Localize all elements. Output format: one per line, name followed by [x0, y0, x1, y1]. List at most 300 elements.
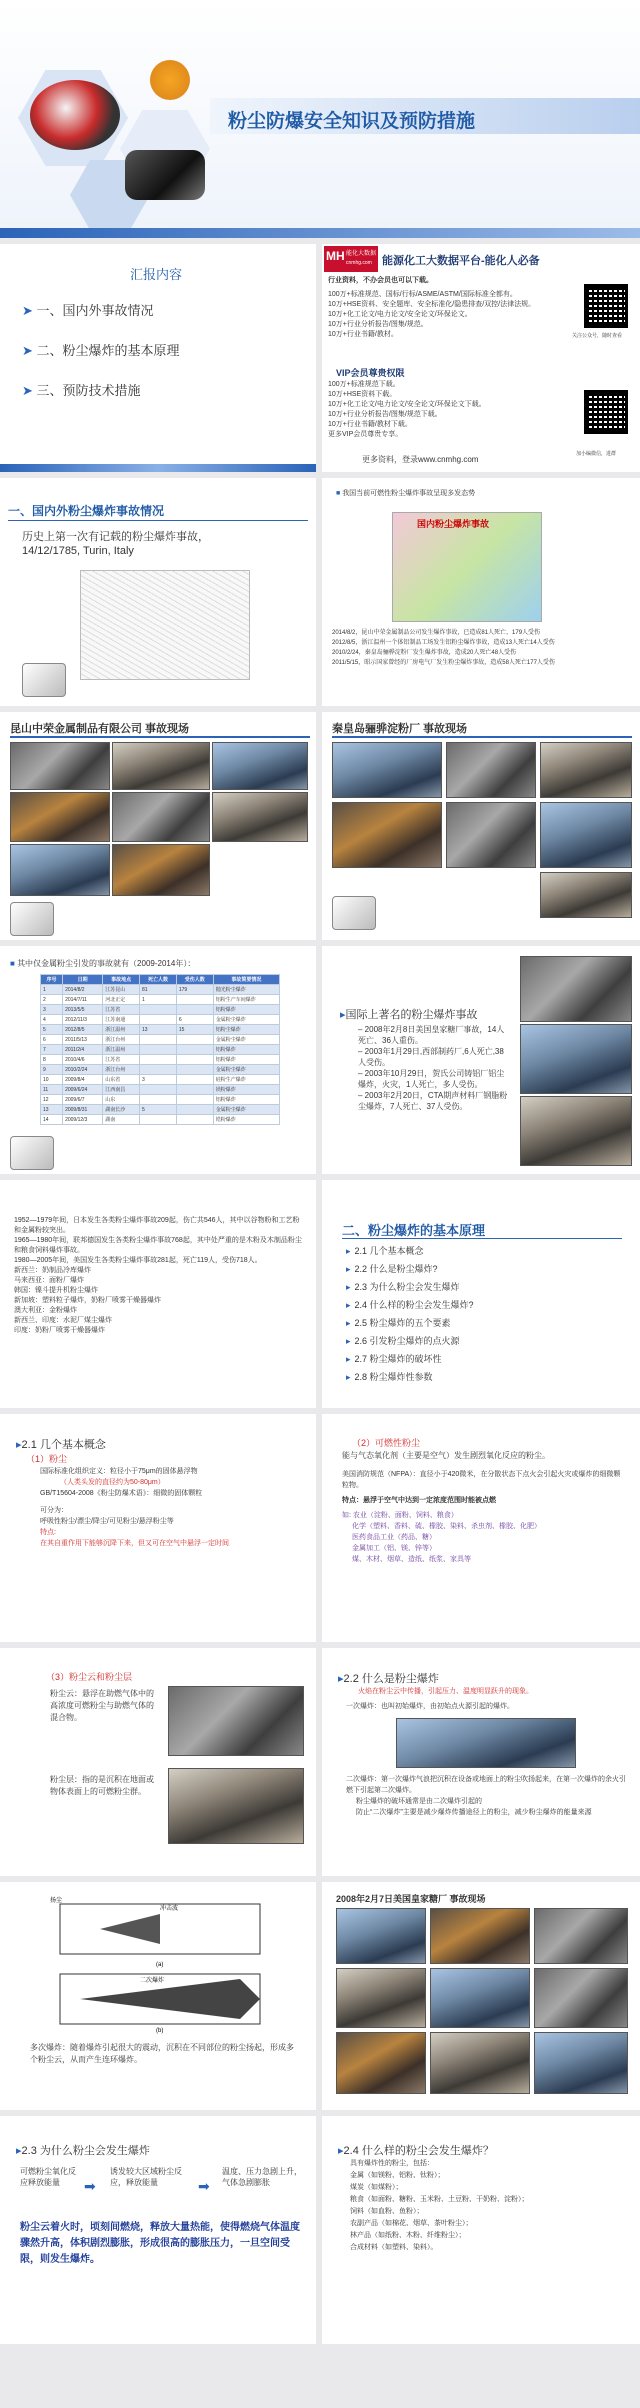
diagram-svg	[40, 1894, 280, 2034]
accident-photo	[520, 1024, 632, 1094]
table-cell: 金属粉尘爆炸	[213, 1015, 279, 1025]
arrow-icon: ▸	[338, 1673, 344, 1685]
slide-heading: ■ 我国当前可燃性粉尘爆炸事故呈现多发态势	[336, 490, 476, 497]
dust-cloud-photo	[168, 1686, 304, 1756]
slide-title: 秦皇岛骊骅淀粉厂 事故现场	[332, 723, 468, 735]
table-cell: 金属粉尘爆炸	[213, 1105, 279, 1115]
slide-section-two	[322, 1180, 640, 1408]
cover-slide	[0, 0, 640, 238]
table-cell: 2014/8/2	[63, 985, 103, 995]
arrow-icon: ▸	[16, 1439, 22, 1451]
product-image	[125, 150, 205, 200]
ad-vip-list	[328, 380, 568, 440]
text-line: 美国消防规范（NFPA）：直径小于420微米，在分散状态下点火会引起火灾或爆炸的细微颗粒物。	[342, 1471, 621, 1489]
flow-arrow-icon: ➡	[198, 2178, 210, 2194]
table-cell: 1	[140, 995, 177, 1005]
slide-multi-explosion	[0, 1882, 316, 2110]
accident-photo	[430, 1968, 530, 2028]
accident-photo	[10, 792, 110, 842]
table-row	[41, 1085, 280, 1095]
vip-item: 10万+行业书籍/教材下载。	[328, 421, 412, 428]
text-line: 能与气态氧化剂（主要是空气）发生剧烈氧化反应的粉尘。	[342, 1451, 550, 1460]
ad-list	[328, 290, 568, 340]
table-cell	[140, 1035, 177, 1045]
table-cell	[140, 1115, 177, 1125]
shock-wave	[100, 1914, 160, 1944]
table-cell: 81	[140, 985, 177, 995]
text-line: 如: 农业（淀粉、面粉、饲料、粮食）	[342, 1512, 458, 1519]
text-line: 火焰在粉尘云中传播，引起压力、温度明显跃升的现象。	[358, 1688, 533, 1695]
ad-vip-title: VIP会员尊贵权限	[336, 368, 405, 378]
accident-photo	[10, 742, 110, 790]
intl-item: – 2003年2月20日，CTA期声材料厂钢脂粉尘爆炸，7人死亡、37人受伤。	[358, 1091, 508, 1111]
table-cell: 2009/8/31	[63, 1105, 103, 1115]
accident-table	[40, 974, 280, 1125]
vip-item: 100万+标准规范下载。	[328, 381, 400, 388]
qr-caption: 关注公众号，随时查看	[572, 333, 623, 339]
square-icon: ■	[10, 959, 18, 968]
text-line: 特点:	[40, 1529, 56, 1536]
slide-which-dust	[322, 2116, 640, 2344]
table-header-row	[41, 975, 280, 985]
concept-text	[40, 1466, 300, 1549]
table-cell	[176, 1055, 213, 1065]
table-cell: 江苏省	[103, 1055, 140, 1065]
title-underline	[8, 520, 308, 521]
title-underline	[10, 736, 310, 738]
table-row	[41, 1055, 280, 1065]
slide-international	[322, 946, 640, 1174]
text-line: 呼吸性粉尘/漂尘/降尘/可见粉尘/悬浮粉尘等	[40, 1518, 174, 1525]
slide-what-is-explosion	[322, 1648, 640, 1876]
accident-photo	[540, 802, 632, 868]
table-cell: 14	[41, 1115, 63, 1125]
slide-heading: ■ 其中仅金属粉尘引发的事故就有（2009-2014年）：	[10, 959, 196, 968]
table-cell: 2013/5/5	[63, 1005, 103, 1015]
table-cell: 2012/8/5	[63, 1025, 103, 1035]
table-row	[41, 1025, 280, 1035]
table-cell: 2012/11/3	[63, 1015, 103, 1025]
table-cell: 2009/12/3	[63, 1115, 103, 1125]
dust-item: 林产品（如纸粉、木粉、纤维粉尘）；	[350, 2232, 466, 2239]
text-line: 金属加工（铝、镁、锌等）	[352, 1545, 436, 1552]
accident-photo	[540, 872, 632, 918]
combustible-text	[342, 1450, 622, 1565]
why-text: 粉尘云着火时，顷刻间燃烧，释放大量热能，使得燃烧气体温度骤然升高，体积剧烈膨胀，形成很高的膨胀压力，一旦空间受限，则发生爆炸。	[20, 2222, 300, 2265]
product-image	[150, 60, 190, 100]
ad-list-item: 10万+行业书籍/教材。	[328, 331, 398, 338]
table-cell	[176, 1035, 213, 1045]
stat-item: 1965—1980年间，联邦德国发生各类粉尘爆炸事故768起，其中处严重的是木粉及木制品粉尘和粮食饲料爆炸事故。	[14, 1237, 302, 1254]
vip-item: 更多VIP会员尊贵专享。	[328, 431, 403, 438]
table-row	[41, 1065, 280, 1075]
slide-sugar-refinery	[322, 1882, 640, 2110]
slide-title: ▸2.1 几个基本概念	[16, 1439, 106, 1451]
text-line: 可分为：	[40, 1507, 68, 1514]
text-line: （人类头发的直径约为50-80μm）	[60, 1479, 165, 1486]
table-cell: 9	[41, 1065, 63, 1075]
accident-photo	[112, 742, 210, 790]
text-line: 粉尘爆炸的破坏通常是由二次爆炸引起的	[356, 1798, 482, 1805]
text-line: 化学（塑料、香料、硫、橡胶、染料、杀虫剂、橡胶、化肥）	[352, 1523, 541, 1530]
dust-item: 饲料（如血粉、鱼粉）；	[350, 2208, 424, 2215]
accident-photo	[336, 1968, 426, 2028]
table-cell: 锆粉爆炸	[213, 1115, 279, 1125]
table-cell: 15	[176, 1025, 213, 1035]
table-cell: 铝粉爆炸	[213, 1005, 279, 1015]
intl-item: – 2003年10月29日，贺氏公司铸铝厂铝尘爆炸，火灾，1人死亡，多人受伤。	[358, 1069, 505, 1089]
accident-photo	[10, 844, 110, 896]
diagram-label: 扬尘	[50, 1898, 63, 1904]
table-cell: 179	[176, 985, 213, 995]
section-item: ▸ 2.6 引发粉尘爆炸的点火源	[346, 1332, 474, 1350]
intl-item: – 2003年1月29日,西部制药厂,6人死亡,38人受伤。	[358, 1047, 504, 1067]
text-line: 特点：悬浮于空气中达到一定浓度范围时能被点燃	[342, 1497, 496, 1504]
accident-photo	[336, 2032, 426, 2094]
flow-box: 诱发较大区域粉尘反应，释放能量	[110, 2167, 182, 2187]
table-cell: 硅粉生产爆炸	[213, 1075, 279, 1085]
slide-title: 一、国内外粉尘爆炸事故情况	[8, 504, 165, 518]
table-cell: 13	[140, 1025, 177, 1035]
table-row	[41, 1075, 280, 1085]
table-cell: 2	[41, 995, 63, 1005]
text-line: 在其自重作用下能够沉降下来，但又可在空气中悬浮一定时间	[40, 1540, 229, 1547]
arrow-icon: ▸	[338, 2145, 344, 2157]
accident-photo	[540, 742, 632, 798]
diagram-label: (b)	[156, 2028, 164, 2034]
table-cell: 2009/6/7	[63, 1095, 103, 1105]
ad-list-item: 10万+行业分析报告/图集/规范。	[328, 321, 428, 328]
table-cell: 2009/8/4	[63, 1075, 103, 1085]
contents-item	[22, 300, 154, 319]
table-row	[41, 1115, 280, 1125]
table-cell: 铝粉生产车间爆炸	[213, 995, 279, 1005]
section-item: ▸ 2.4 什么样的粉尘会发生爆炸?	[346, 1296, 474, 1314]
event-item: 2014/8/2，昆山中荣金属制品公司发生爆炸事故，已造成81人死亡、179人受伤	[332, 630, 541, 636]
stat-item: 澳大利亚：金粉爆炸	[14, 1307, 77, 1314]
ad-logo: 能化大数据	[346, 251, 377, 257]
vip-item: 10万+HSE资料下载。	[328, 391, 397, 398]
ad-footer-link[interactable]: 更多资料，登录www.cnmhg.com	[362, 455, 479, 464]
table-cell: 10	[41, 1075, 63, 1085]
contents-item-label: 一、国内外事故情况	[36, 303, 154, 318]
table-cell: 4	[41, 1015, 63, 1025]
slide-qinhuangdao-site	[322, 712, 640, 940]
col-header: 受伤人数	[176, 975, 213, 985]
table-cell	[140, 1065, 177, 1075]
table-cell: 湖南长沙	[103, 1105, 140, 1115]
ad-banner: 能源化工大数据平台-能化人必备	[382, 255, 540, 267]
event-item: 2012/8/5，浙江温州一个体铝制品工场发生铝粉尘爆炸事故，造成13人死亡14人受伤	[332, 640, 555, 646]
col-header: 事故简要情况	[213, 975, 279, 985]
contents-item-label: 三、预防技术措施	[36, 383, 141, 398]
slide-title: ▸2.3 为什么粉尘会发生爆炸	[16, 2145, 150, 2157]
logo-mark: MH	[326, 249, 345, 263]
table-cell	[140, 1005, 177, 1015]
slide-title: ▸2.2 什么是粉尘爆炸	[338, 1673, 439, 1685]
accident-photo	[332, 802, 442, 868]
table-cell	[140, 1085, 177, 1095]
cover-title: 粉尘防爆安全知识及预防措施	[228, 111, 476, 132]
col-header: 事故地点	[103, 975, 140, 985]
table-cell	[176, 1045, 213, 1055]
ad-list-item: 10万+化工论文/电力论文/安全论文/环保论文。	[328, 311, 472, 318]
text-line: GB/T15604-2008《粉尘防爆术语》：细微的固体颗粒	[40, 1490, 203, 1497]
table-cell: 3	[140, 1075, 177, 1085]
text-line: 14/12/1785, Turin, Italy	[22, 545, 134, 557]
contents-item	[22, 380, 141, 399]
event-item: 2011/5/15，昭示国家曾经的厂房电气厂发生粉尘爆炸事故，造成58人死亡177人受伤	[332, 660, 555, 666]
table-cell	[140, 1055, 177, 1065]
qr-code	[584, 284, 628, 328]
accident-photo	[534, 1908, 628, 1964]
contents-slide	[0, 244, 316, 472]
table-cell: 浙江温州	[103, 1025, 140, 1035]
multi-explosion-text: 多次爆炸：随着爆炸引起很大的震动，沉积在不同部位的粉尘扬起，形成多个粉尘云，从而产生连环爆炸。	[30, 2043, 294, 2064]
ad-site-small: cnmhg.com	[346, 260, 372, 266]
section-item: ▸ 2.5 粉尘爆炸的五个要素	[346, 1314, 474, 1332]
table-cell: 铝粉爆炸	[213, 1055, 279, 1065]
table-cell: 6	[41, 1035, 63, 1045]
section-item: ▸ 2.3 为什么粉尘会发生爆炸	[346, 1278, 474, 1296]
table-cell: 铝粉爆炸	[213, 1045, 279, 1055]
table-cell: 8	[41, 1055, 63, 1065]
dust-layer-photo	[168, 1768, 304, 1844]
vip-item: 10万+行业分析报告/图集/规范下载。	[328, 411, 442, 418]
arrow-icon: ➤	[22, 383, 37, 398]
layer-def: 粉尘层：指的是沉积在地面或物体表面上的可燃粉尘群。	[50, 1775, 154, 1796]
book-icon	[10, 1136, 54, 1170]
contents-item	[22, 340, 180, 359]
accident-photo	[112, 844, 210, 896]
product-image	[30, 80, 120, 150]
text-line: 一次爆炸：也叫初始爆炸，由初始点火源引起的爆炸。	[346, 1703, 514, 1710]
book-icon	[22, 663, 66, 697]
sub-heading: （2）可燃性粉尘	[352, 1438, 421, 1448]
section-item: ▸ 2.7 粉尘爆炸的破坏性	[346, 1350, 474, 1368]
text-line: 具有爆炸性的粉尘，包括：	[350, 2160, 434, 2167]
text-line: 国际标准化组织定义：粒径小于75μm的固体悬浮物	[40, 1468, 198, 1475]
ad-logo-box	[324, 246, 378, 272]
accident-photo	[446, 802, 536, 868]
slide-dust-cloud	[0, 1648, 316, 1876]
accident-photo	[520, 1096, 632, 1166]
col-header: 日期	[63, 975, 103, 985]
table-cell	[140, 1015, 177, 1025]
table-cell: 江苏省	[103, 1005, 140, 1015]
slide-concepts-dust	[0, 1414, 316, 1642]
table-cell	[176, 1065, 213, 1075]
intl-item: – 2008年2月8日美国皇家糖厂事故，14人死亡、36人重伤。	[358, 1025, 505, 1045]
table-cell: 镁粉爆炸	[213, 1085, 279, 1095]
ad-slide	[322, 244, 640, 472]
table-cell	[176, 995, 213, 1005]
events-list	[332, 628, 632, 668]
col-header: 序号	[41, 975, 63, 985]
text-line: 防止“二次爆炸”主要是减少爆炸传播途径上的粉尘，减少粉尘爆炸的能量来源	[356, 1809, 592, 1816]
cloud-def: 粉尘云：悬浮在助燃气体中的高浓度可燃粉尘与助燃气体的混合物。	[50, 1689, 154, 1722]
table-cell: 浙江台州	[103, 1035, 140, 1045]
table-cell: 金属粉尘爆炸	[213, 1065, 279, 1075]
slide-first-accident	[0, 478, 316, 706]
ad-list-item: 100万+标准规范、国标/行标/ASME/ASTM/国际标准全都有。	[328, 291, 517, 298]
title-underline	[332, 736, 632, 738]
table-row	[41, 1105, 280, 1115]
accident-photo	[520, 956, 632, 1022]
table-cell	[176, 1105, 213, 1115]
explosion-diagram	[40, 1894, 280, 2034]
dust-item: 农副产品（如棉花、烟草、茶叶粉尘）；	[350, 2220, 473, 2227]
table-row	[41, 1005, 280, 1015]
bottom-stripe	[0, 464, 316, 472]
slide-combustible-dust	[322, 1414, 640, 1642]
flow-box: 温度、压力急剧上升，气体急剧膨胀	[222, 2167, 302, 2187]
table-cell: 江西南昌	[103, 1085, 140, 1095]
ad-lead: 行业资料，不办会员也可以下载。	[328, 277, 433, 284]
stat-item: 新加坡：塑料粒子爆炸，奶粉厂喷雾干燥器爆炸	[14, 1297, 161, 1304]
sub-heading: （3）粉尘云和粉尘层	[46, 1672, 133, 1682]
table-cell	[140, 1095, 177, 1105]
table-cell: 2009/6/24	[63, 1085, 103, 1095]
accident-photo	[332, 742, 442, 798]
table-cell: 江苏昆山	[103, 985, 140, 995]
table-cell: 浙江台州	[103, 1065, 140, 1075]
contents-heading: 汇报内容	[130, 267, 183, 282]
slide-world-stats	[0, 1180, 316, 1408]
table-cell	[140, 1045, 177, 1055]
qr-code	[584, 390, 628, 434]
text-line: 煤、木材、烟草、造纸、纸浆、家具等	[352, 1556, 471, 1563]
table-cell: 5	[41, 1025, 63, 1035]
table-cell: 3	[41, 1005, 63, 1015]
table-cell: 抛光粉尘爆炸	[213, 985, 279, 995]
table-row	[41, 995, 280, 1005]
table-cell: 2011/5/13	[63, 1035, 103, 1045]
table-cell: 山东	[103, 1095, 140, 1105]
text-line: 二次爆炸：第一次爆炸气浪把沉积在设备或地面上的粉尘吹扬起来，在第一次爆炸的余火引燃下引起第二次爆炸。	[346, 1776, 626, 1794]
cover-bottom-stripe	[0, 228, 640, 238]
slide-why-explode	[0, 2116, 316, 2344]
slide-domestic	[322, 478, 640, 706]
text-line: 历史上第一次有记载的粉尘爆炸事故，	[22, 531, 209, 543]
sub-heading: （1）粉尘	[26, 1454, 68, 1464]
poster-title: 国内粉尘爆炸事故	[417, 519, 490, 529]
section-item: ▸ 2.2 什么是粉尘爆炸?	[346, 1260, 474, 1278]
table-cell: 2011/2/4	[63, 1045, 103, 1055]
table-cell	[176, 1005, 213, 1015]
book-icon	[332, 896, 376, 930]
contents-item-label: 二、粉尘爆炸的基本原理	[36, 343, 180, 358]
qr-caption: 加小编微信，进群	[576, 451, 617, 457]
stat-item: 印度：奶粉厂喷雾干燥器爆炸	[14, 1327, 105, 1334]
ad-list-item: 10万+HSE资料、安全题库、安全标准化/隐患排查/双控/法律法规。	[328, 301, 536, 308]
accident-photo	[534, 2032, 628, 2094]
table-cell: 11	[41, 1085, 63, 1095]
table-cell: 铝粉爆炸	[213, 1095, 279, 1105]
table-cell: 13	[41, 1105, 63, 1115]
poster	[392, 512, 542, 622]
section-item: ▸ 2.1 几个基本概念	[346, 1242, 474, 1260]
stat-item: 新西兰、印度：水泥厂煤尘爆炸	[14, 1317, 112, 1324]
arrow-icon: ▸	[340, 1009, 346, 1021]
slide-text	[22, 530, 209, 558]
table-cell	[176, 1075, 213, 1085]
intl-list	[358, 1024, 508, 1112]
stat-item: 马来西亚：面粉厂爆炸	[14, 1277, 84, 1284]
table-cell: 7	[41, 1045, 63, 1055]
table-row	[41, 1095, 280, 1105]
accident-photo	[430, 1908, 530, 1964]
secondary-blast	[80, 1979, 260, 2019]
diagram-label: 二次爆炸	[140, 1978, 165, 1984]
arrow-icon: ➤	[22, 343, 37, 358]
table-cell	[176, 1085, 213, 1095]
accident-photo	[212, 742, 308, 790]
accident-photo	[534, 1968, 628, 2028]
slide-title: 2008年2月7日美国皇家糖厂 事故现场	[336, 1894, 486, 1904]
flow-arrow-icon: ➡	[84, 2178, 96, 2194]
slide-title: ▸国际上著名的粉尘爆炸事故	[340, 1009, 478, 1021]
table-cell: 河北正定	[103, 995, 140, 1005]
table-cell: 6	[176, 1015, 213, 1025]
square-icon: ■	[336, 490, 343, 497]
slide-title: ▸2.4 什么样的粉尘会发生爆炸？	[338, 2145, 494, 2157]
table-cell: 2010/4/6	[63, 1055, 103, 1065]
stat-item: 韩国：镍斗提升机粉尘爆炸	[14, 1287, 98, 1294]
text-line: 医药食品工业（药品、糖）	[352, 1534, 436, 1541]
table-cell: 5	[140, 1105, 177, 1115]
slide-title: 二、粉尘爆炸的基本原理	[342, 1223, 486, 1238]
accident-photo	[112, 792, 210, 842]
diagram-label: (a)	[156, 1962, 164, 1968]
table-cell: 浙江温州	[103, 1045, 140, 1055]
slide-title: 昆山中荣金属制品有限公司 事故现场	[10, 723, 190, 735]
flow-box: 可燃粉尘氧化反应释放能量	[20, 2167, 76, 2187]
diagram-label: 冲击波	[160, 1906, 179, 1912]
stat-item: 新西兰：奶制品冷库爆炸	[14, 1267, 91, 1274]
table-cell	[176, 1095, 213, 1105]
stats-list	[14, 1216, 304, 1336]
dust-types	[350, 2158, 630, 2254]
table-cell: 2010/2/24	[63, 1065, 103, 1075]
accident-photo	[336, 1908, 426, 1964]
table-row	[41, 1045, 280, 1055]
table-cell: 2014/7/11	[63, 995, 103, 1005]
explosion-text	[346, 1686, 628, 1818]
accident-photo	[212, 792, 308, 842]
arrow-icon: ➤	[22, 303, 37, 318]
table-row	[41, 1035, 280, 1045]
arrow-icon: ▸	[16, 2145, 22, 2157]
vip-item: 10万+化工论文/电力论文/安全论文/环保论文下载。	[328, 401, 486, 408]
table-cell	[176, 1115, 213, 1125]
sketch-illustration	[80, 570, 250, 680]
book-icon	[10, 902, 54, 936]
table-cell: 山东省	[103, 1075, 140, 1085]
title-underline	[342, 1238, 622, 1239]
dust-item: 粮食（如面粉、糖粉、玉米粉、土豆粉、干奶粉、淀粉）；	[350, 2196, 529, 2203]
table-cell: 12	[41, 1095, 63, 1105]
table-cell: 铝粉尘爆炸	[213, 1025, 279, 1035]
section-list	[346, 1242, 474, 1386]
dust-item: 金属（如镁粉、铝粉、钛粉）；	[350, 2172, 445, 2179]
col-header: 死亡人数	[140, 975, 177, 985]
table-cell: 江苏南通	[103, 1015, 140, 1025]
table-cell: 金属粉尘爆炸	[213, 1035, 279, 1045]
accident-photo	[430, 2032, 530, 2094]
explosion-photo	[396, 1718, 576, 1768]
section-item: ▸ 2.8 粉尘爆炸性参数	[346, 1368, 474, 1386]
